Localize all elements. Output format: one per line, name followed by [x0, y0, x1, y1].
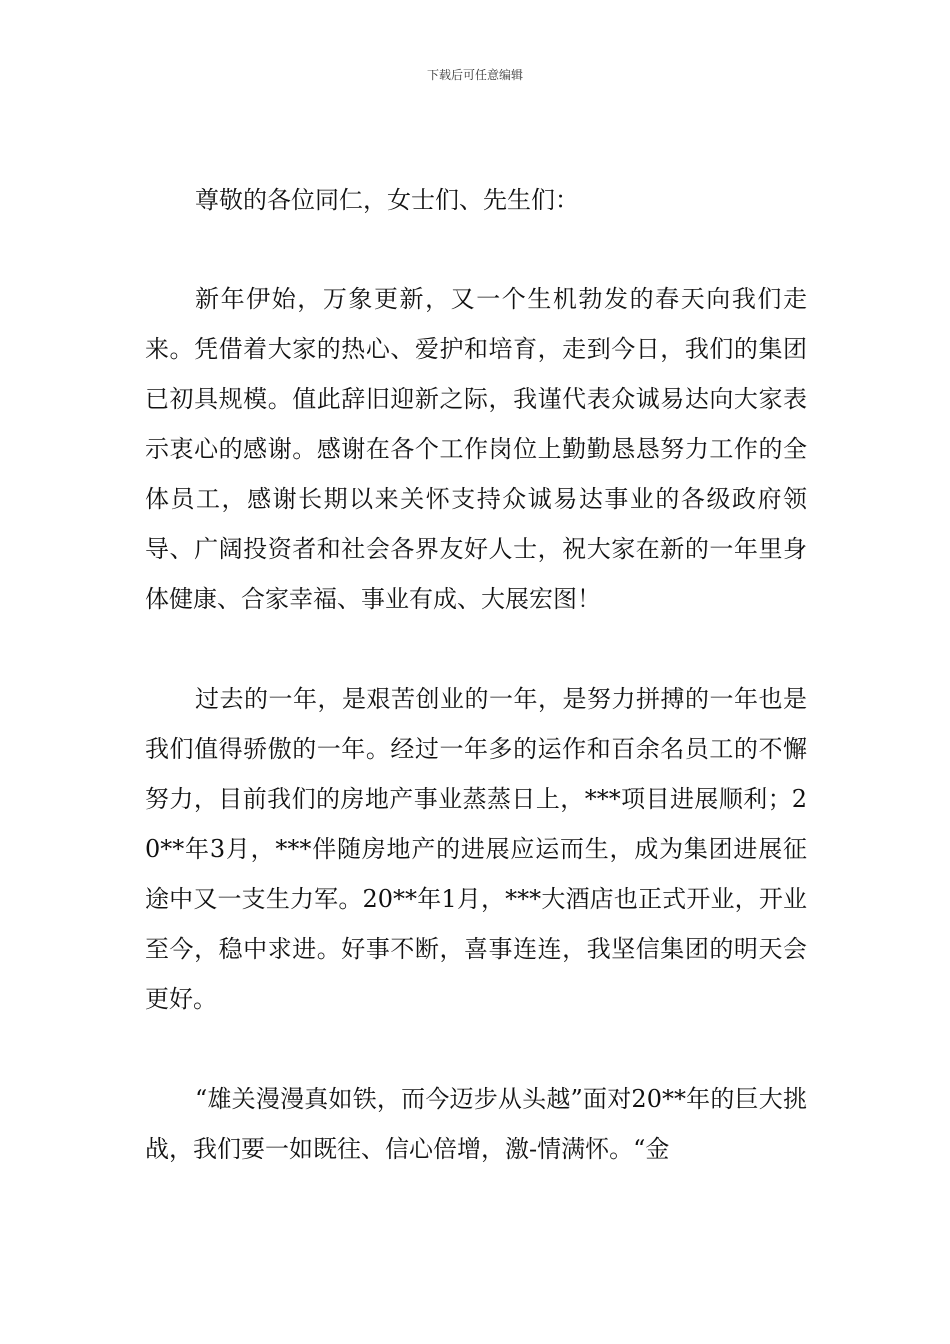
paragraph-spacer [145, 624, 807, 674]
paragraph-new-year: 新年伊始，万象更新，又一个生机勃发的春天向我们走来。凭借着大家的热心、爱护和培育，走到今日，我们的集团已初具规模。值此辞旧迎新之际，我谨代表众诚易达向大家表示衷心的感谢。感谢在各个工作岗位上勤勤恳恳努力工作的全体员工，感谢长期以来关怀支持众诚易达事业的各级政府领导、广阔投资者和社会各界友好人士，祝大家在新的一年里身体健康、合家幸福、事业有成、大展宏图！ [145, 285, 807, 613]
salutation: 尊敬的各位同仁，女士们、先生们： [195, 186, 579, 214]
document-body [145, 175, 807, 1174]
paragraph-challenge: “雄关漫漫真如铁，而今迈步从头越”面对20**年的巨大挑战，我们要一如既往、信心倍增，激-情满怀。“金 [145, 1085, 807, 1163]
paragraph-spacer [145, 225, 807, 274]
paragraph-past-year: 过去的一年，是艰苦创业的一年，是努力拼搏的一年也是我们值得骄傲的一年。经过一年多的运作和百余名员工的不懈努力，目前我们的房地产事业蒸蒸日上，***项目进展顺利；20**年3月，***伴随房地产的进展应运而生，成为集团进展征途中又一支生力军。20**年1月，***大酒店也正式开业，开业至今，稳中求进。好事不断，喜事连连，我坚信集团的明天会更好。 [145, 685, 807, 1013]
header-note: 下载后可任意编辑 [426, 68, 523, 82]
paragraph-spacer [145, 1024, 807, 1074]
